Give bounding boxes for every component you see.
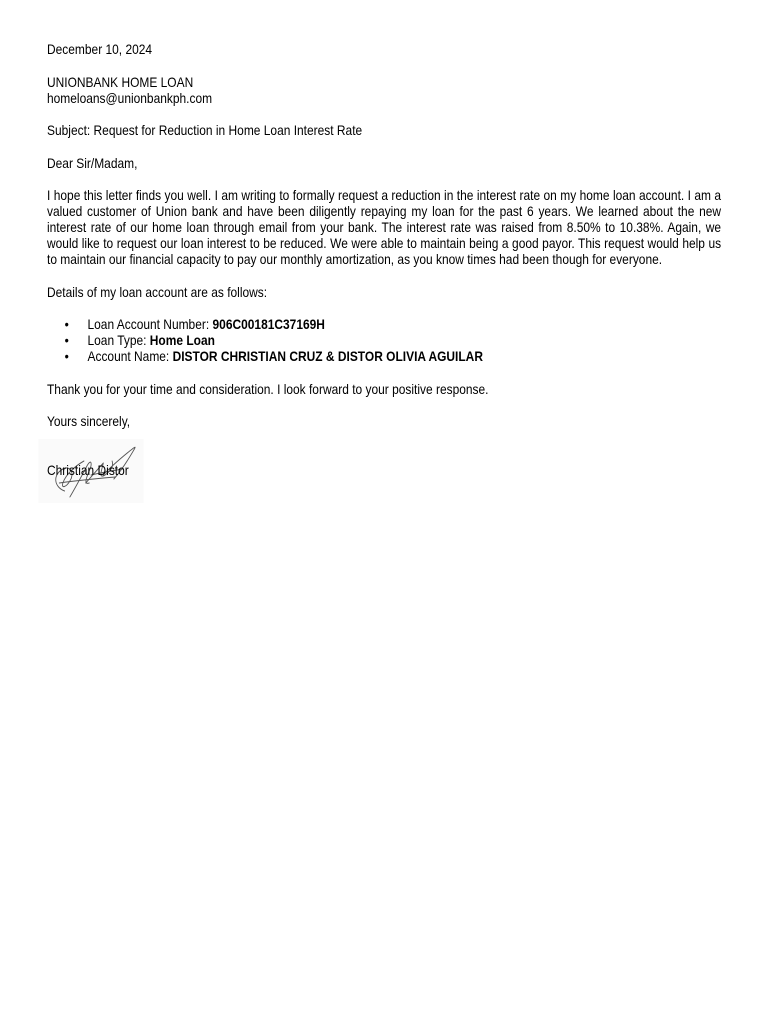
- detail-label: Account Name:: [87, 349, 173, 364]
- list-item: [64, 349, 721, 365]
- bullet-icon: •: [64, 349, 69, 364]
- bullet-icon: •: [64, 333, 69, 348]
- thanks-line: Thank you for your time and consideration. I look forward to your positive response.: [47, 381, 489, 397]
- closing-line: Yours sincerely,: [47, 414, 131, 429]
- letter-date: December 10, 2024: [47, 42, 153, 57]
- detail-label: Loan Account Number:: [87, 317, 213, 332]
- recipient-email: homeloans@unionbankph.com: [47, 90, 213, 106]
- detail-label: Loan Type:: [87, 333, 150, 348]
- signer-name: Christian Distor: [47, 463, 129, 478]
- letter-subject: Subject: Request for Reduction in Home Loan Interest Rate: [47, 123, 363, 138]
- signature-block: [47, 463, 721, 523]
- list-item: [64, 317, 721, 333]
- salutation: Dear Sir/Madam,: [47, 155, 138, 171]
- recipient-name: UNIONBANK HOME LOAN: [47, 74, 194, 90]
- list-item: [64, 333, 721, 349]
- detail-value: Home Loan: [149, 333, 215, 348]
- bullet-icon: •: [64, 317, 69, 332]
- body-paragraph: I hope this letter finds you well. I am writing to formally request a reduction in the interest rate on my home loan account. I am a valued customer of Union bank and have been diligently repaying my loan for the past 6 years. We learned about the new interest rate of our home loan through email from your bank. The interest rate was raised from 8.50% to 10.38%. Again, we would like to request our loan interest to be reduced. We were able to maintain being a good payor. This request would help us to maintain our financial capacity to pay our monthly amortization, as you know times had been though for everyone.: [47, 188, 722, 267]
- loan-details-list: [47, 317, 721, 365]
- detail-value: DISTOR CHRISTIAN CRUZ & DISTOR OLIVIA AGUILAR: [172, 349, 483, 364]
- details-intro: Details of my loan account are as follows:: [47, 284, 268, 300]
- letter-body: [47, 42, 721, 523]
- detail-value: 906C00181C37169H: [212, 317, 325, 332]
